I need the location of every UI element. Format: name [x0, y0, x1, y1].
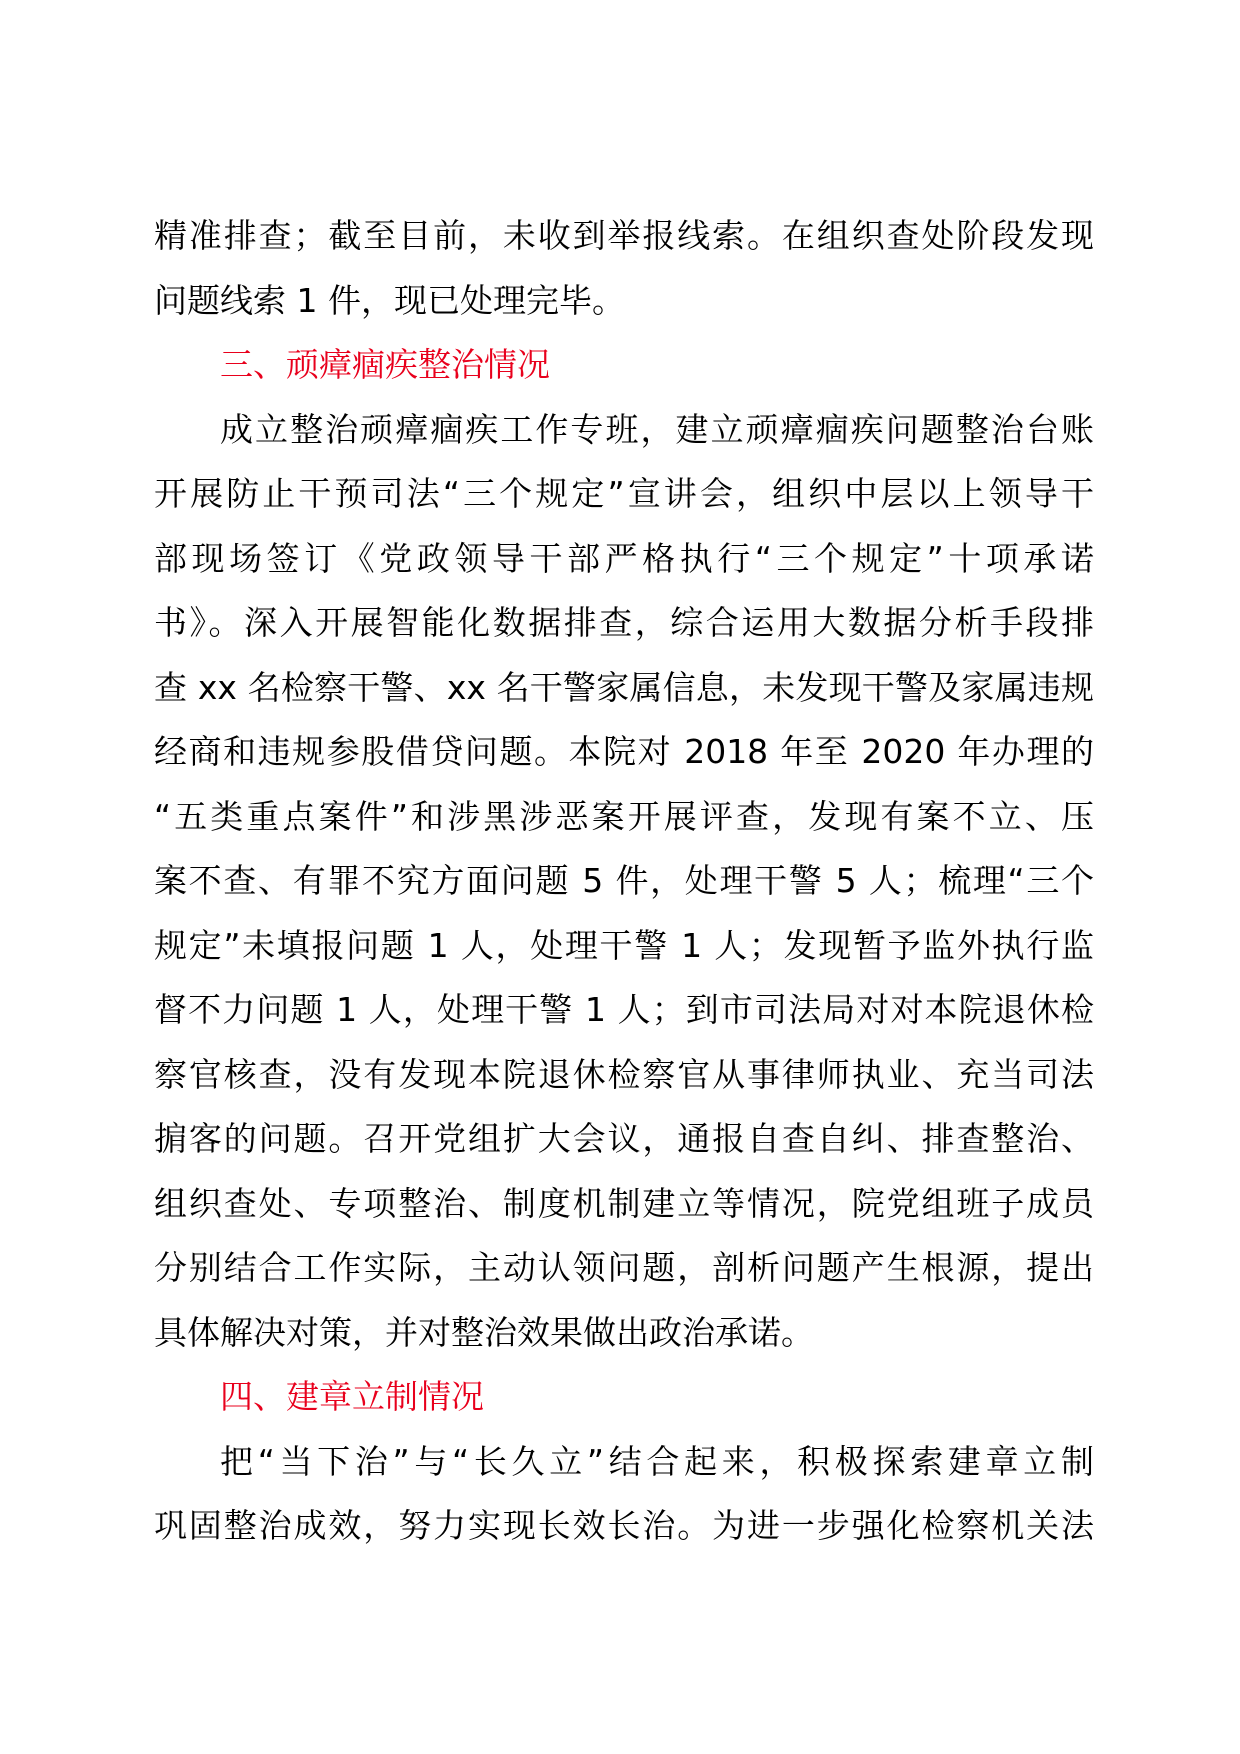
paragraph-line: 成立整治顽瘴痼疾工作专班，建立顽瘴痼疾问题整治台账 [220, 409, 1094, 449]
paragraph-line: 案不查、有罪不究方面问题 5 件，处理干警 5 人；梳理“三个 [154, 861, 1094, 900]
paragraph-line: 把“当下治”与“长久立”结合起来，积极探索建章立制 [220, 1441, 1094, 1481]
paragraph-line: 问题线索 1 件，现已处理完毕。 [154, 280, 625, 320]
paragraph-line: 组织查处、专项整治、制度机制建立等情况，院党组班子成员 [154, 1183, 1094, 1223]
paragraph-line: 巩固整治成效，努力实现长效长治。为进一步强化检察机关法 [154, 1506, 1094, 1545]
section-heading: 四、建章立制情况 [220, 1377, 484, 1416]
paragraph-line: 精准排查；截至目前，未收到举报线索。在组织查处阶段发现 [154, 216, 1094, 255]
document-body [154, 204, 1094, 1559]
paragraph-line: 掮客的问题。召开党组扩大会议，通报自查自纠、排查整治、 [154, 1119, 1094, 1158]
paragraph-line: 督不力问题 1 人，处理干警 1 人；到市司法局对对本院退休检 [154, 990, 1094, 1029]
paragraph-line: 具体解决对策，并对整治效果做出政治承诺。 [154, 1312, 814, 1352]
paragraph-line: 分别结合工作实际，主动认领问题，剖析问题产生根源，提出 [154, 1248, 1094, 1287]
section-heading: 三、顽瘴痼疾整治情况 [220, 345, 550, 384]
paragraph-line: 开展防止干预司法“三个规定”宣讲会，组织中层以上领导干 [154, 474, 1094, 513]
paragraph-line: “五类重点案件”和涉黑涉恶案开展评查，发现有案不立、压 [154, 796, 1094, 836]
paragraph-line: 经商和违规参股借贷问题。本院对 2018 年至 2020 年办理的 [154, 732, 1094, 771]
paragraph-line: 书》。深入开展智能化数据排查，综合运用大数据分析手段排 [154, 603, 1094, 642]
paragraph-line: 查 xx 名检察干警、xx 名干警家属信息，未发现干警及家属违规 [154, 667, 1094, 707]
paragraph-line: 察官核查，没有发现本院退休检察官从事律师执业、充当司法 [154, 1054, 1094, 1094]
paragraph-line: 部现场签订《党政领导干部严格执行“三个规定”十项承诺 [154, 538, 1094, 578]
paragraph-line: 规定”未填报问题 1 人，处理干警 1 人；发现暂予监外执行监 [154, 925, 1094, 965]
